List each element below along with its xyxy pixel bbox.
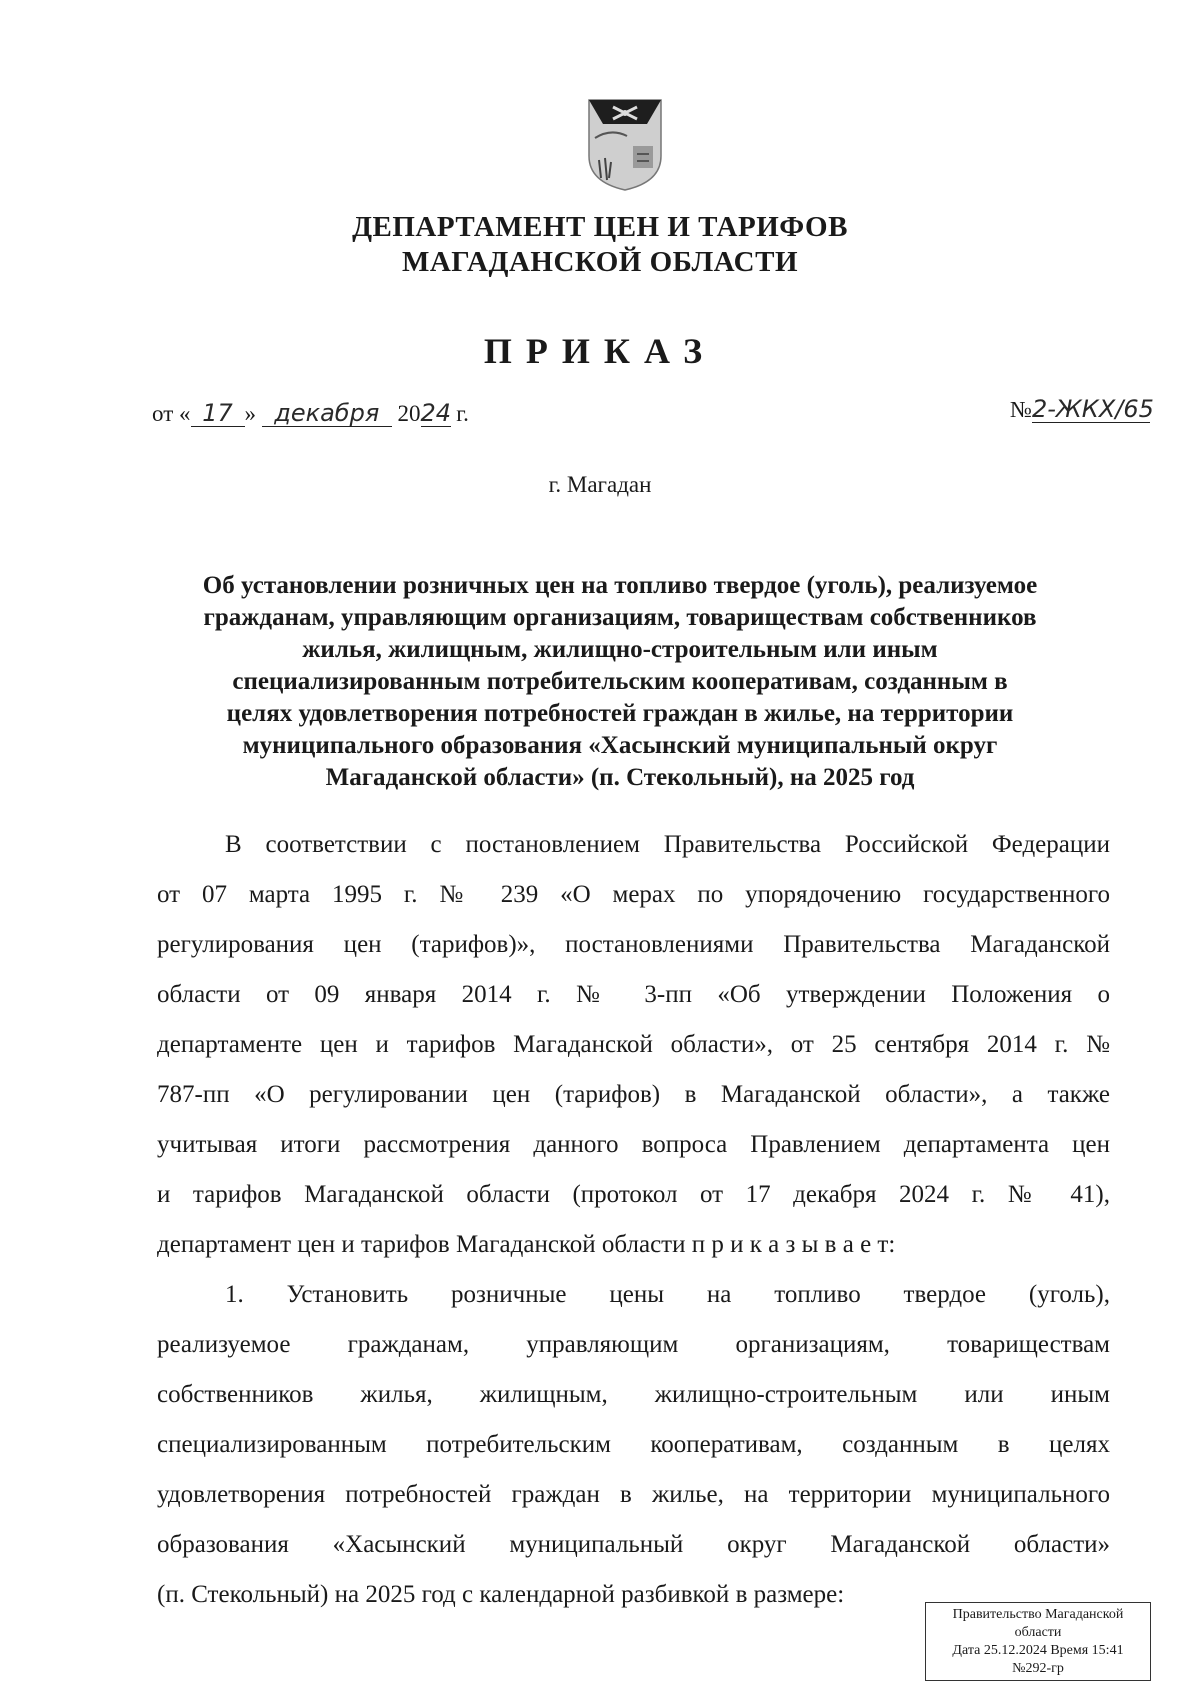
subject-line: специализированным потребительским кооперативам, созданным в <box>232 668 1008 695</box>
body-line: 787-пп «О регулировании цен (тарифов) в Магаданской области», а также <box>157 1081 1110 1108</box>
date-prefix: от « <box>152 401 191 426</box>
date-year-suffix: 24 <box>420 399 452 427</box>
subject-line: жилья, жилищным, жилищно-строительным или иным <box>302 636 938 663</box>
order-subject <box>140 570 1100 794</box>
stamp-line: №292-гр <box>1012 1661 1064 1676</box>
order-number <box>1010 395 1154 423</box>
date-year-prefix: 20 <box>397 401 421 426</box>
department-name-line-1: ДЕПАРТАМЕНТ ЦЕН И ТАРИФОВ <box>352 211 848 243</box>
date-month: декабря <box>262 400 392 427</box>
subject-line: Об установлении розничных цен на топливо твердое (уголь), реализуемое <box>202 572 1038 599</box>
body-line: от 07 марта 1995 г. № 239 «О мерах по упорядочению государственного <box>157 881 1110 908</box>
body-line: реализуемое гражданам, управляющим организациям, товариществам <box>157 1331 1110 1358</box>
body-line-item-1: 1. Установить розничные цены на топливо твердое (уголь), <box>225 1281 1110 1308</box>
body-line: удовлетворения потребностей граждан в жилье, на территории муниципального <box>157 1481 1110 1508</box>
date-mid: » <box>244 401 256 426</box>
subject-line: муниципального образования «Хасынский муниципальный округ <box>242 732 998 759</box>
date-day: 17 <box>191 400 245 427</box>
city: г. Магадан <box>548 472 652 497</box>
date-suffix: г. <box>456 401 469 426</box>
stamp-line: области <box>1014 1625 1062 1640</box>
body-line: собственников жилья, жилищным, жилищно-строительным или иным <box>157 1381 1110 1408</box>
stamp-line: Дата 25.12.2024 Время 15:41 <box>952 1643 1124 1658</box>
stamp-line: Правительство Магаданской <box>952 1607 1124 1622</box>
body-line: и тарифов Магаданской области (протокол от 17 декабря 2024 г. № 41), <box>157 1181 1110 1208</box>
body-line: образования «Хасынский муниципальный округ Магаданской области» <box>157 1531 1110 1558</box>
body-line: регулирования цен (тарифов)», постановлениями Правительства Магаданской <box>157 931 1110 958</box>
subject-line: гражданам, управляющим организациям, товариществам собственников <box>203 604 1037 631</box>
department-name-line-2: МАГАДАНСКОЙ ОБЛАСТИ <box>401 246 799 278</box>
order-date <box>152 400 469 427</box>
subject-line: Магаданской области» (п. Стекольный), на 2025 год <box>325 764 915 791</box>
subject-line: целях удовлетворения потребностей граждан в жилье, на территории <box>226 700 1014 727</box>
registration-stamp <box>925 1602 1151 1681</box>
number-label: № <box>1010 397 1032 422</box>
body-line: В соответствии с постановлением Правительства Российской Федерации <box>225 831 1110 858</box>
document-type-title: ПРИКАЗ <box>483 331 717 371</box>
body-line: специализированным потребительским кооперативам, созданным в целях <box>157 1431 1110 1458</box>
body-line: (п. Стекольный) на 2025 год с календарной разбивкой в размере: <box>157 1581 845 1608</box>
body-line: департамент цен и тарифов Магаданской области п р и к а з ы в а е т: <box>157 1231 896 1258</box>
coat-of-arms-emblem <box>587 98 663 192</box>
number-value: 2-ЖКХ/65 <box>1032 395 1154 423</box>
body-line: области от 09 января 2014 г. № 3-пп «Об утверждении Положения о <box>157 981 1110 1008</box>
body-line: департаменте цен и тарифов Магаданской области», от 25 сентября 2014 г. № <box>157 1031 1110 1058</box>
body-line: учитывая итоги рассмотрения данного вопроса Правлением департамента цен <box>157 1131 1110 1158</box>
